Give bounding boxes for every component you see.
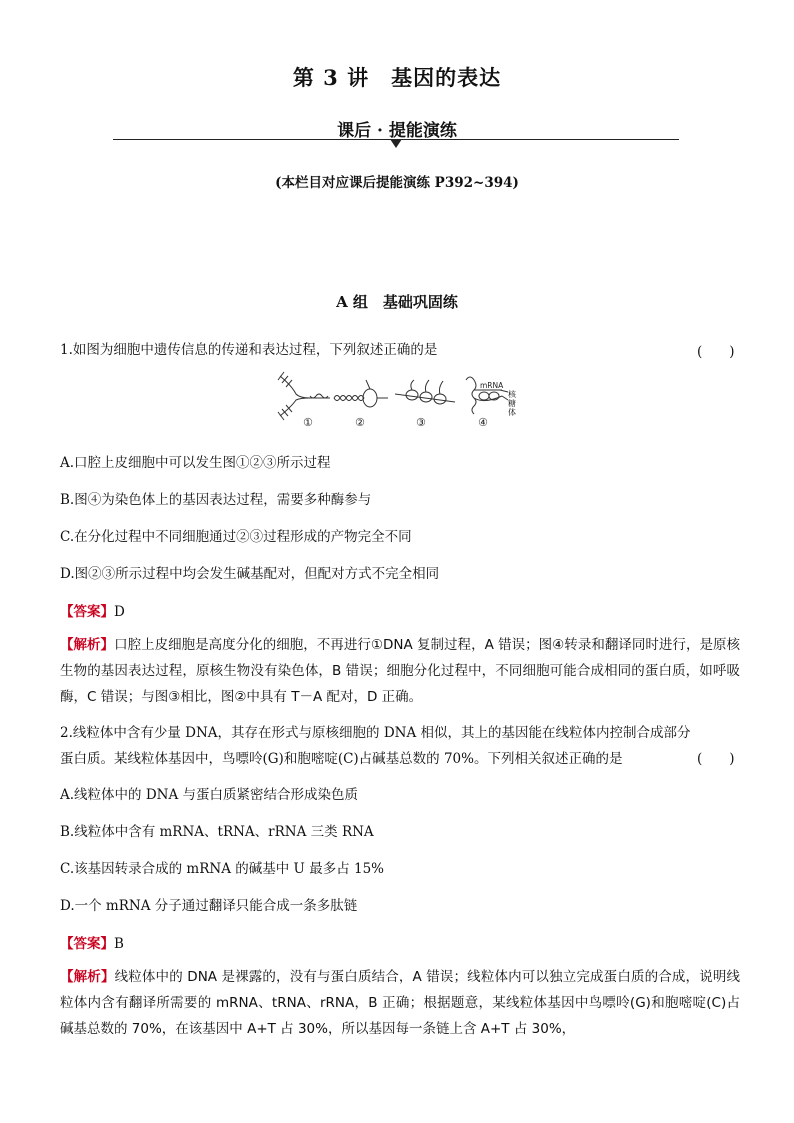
q1-option-c: C.在分化过程中不同细胞通过②③过程形成的产物完全不同	[60, 529, 412, 545]
analysis-text: 线粒体中的 DNA 是裸露的，没有与蛋白质结合，A 错误；线粒体内可以独立完成蛋白质的合成，说明线粒体内含有翻译所需要的 mRNA、tRNA、rRNA，B 正确；根据题意，某线粒体基因中鸟嘌呤(G)和胞嘧啶(C)占碱基总数的 70%，在该基因中 A+T 占 30%，所以基因每一条链上含 A+T 占 30%，	[60, 969, 741, 1037]
answer-tag: 【答案】	[60, 604, 114, 620]
q2-option-d: D.一个 mRNA 分子通过翻译只能合成一条多肽链	[60, 898, 358, 914]
q2-option-c: C.该基因转录合成的 mRNA 的碱基中 U 最多占 15%	[60, 861, 385, 877]
figure-label-2: ②	[355, 416, 365, 429]
q2-stem-line2: 蛋白质。某线粒体基因中，鸟嘌呤(G)和胞嘧啶(C)占碱基总数的 70%。下列相关叙述正确的是	[60, 751, 623, 767]
q1-answer	[60, 600, 125, 620]
q2-answer	[60, 932, 124, 952]
analysis-text: 口腔上皮细胞是高度分化的细胞，不再进行①DNA 复制过程，A 错误；图④转录和翻译同时进行，是原核生物的基因表达过程，原核生物没有染色体，B 错误；细胞分化过程中，不同细胞可能合成相同的蛋白质，如呼吸酶，C 错误；与图③相比，图②中具有 T－A 配对，D 正确。	[60, 637, 740, 705]
figure-label-1: ①	[303, 416, 313, 429]
gene-expression-diagram	[270, 368, 530, 430]
analysis-tag: 【解析】	[60, 637, 115, 653]
q2-stem-line1: 2.线粒体中含有少量 DNA，其存在形式与原核细胞的 DNA 相似，其上的基因能在线粒体内控制合成部分	[60, 725, 691, 741]
q2-option-a: A.线粒体中的 DNA 与蛋白质紧密结合形成染色质	[60, 787, 359, 803]
q1-figure	[270, 368, 530, 434]
q1-answer-bracket: ( )	[697, 344, 735, 360]
q2-answer-bracket: ( )	[697, 751, 735, 767]
mrna-label: mRNA	[480, 381, 504, 390]
translation-icon	[395, 380, 455, 404]
q2-analysis	[60, 964, 740, 1042]
figure-label-3: ③	[416, 416, 426, 429]
answer-value: B	[114, 936, 124, 952]
replication-fork-icon	[278, 372, 330, 420]
ribosome-label: 核糖体	[508, 390, 516, 417]
q1-option-a: A.口腔上皮细胞中可以发生图①②③所示过程	[60, 455, 331, 471]
page-title: 第 3 讲 基因的表达	[292, 65, 502, 90]
q1-stem: 1.如图为细胞中遗传信息的传递和表达过程，下列叙述正确的是	[60, 342, 438, 358]
answer-value: D	[114, 604, 125, 620]
answer-tag: 【答案】	[60, 936, 114, 952]
page-reference-note: (本栏目对应课后提能演练 P392~394)	[275, 175, 519, 191]
group-title: A 组 基础巩固练	[336, 293, 458, 311]
analysis-tag: 【解析】	[60, 969, 115, 985]
q2-option-b: B.线粒体中含有 mRNA、tRNA、rRNA 三类 RNA	[60, 824, 374, 840]
transcription-icon	[334, 380, 388, 407]
section-subtitle: 课后 · 提能演练	[337, 121, 457, 141]
figure-label-4: ④	[478, 416, 488, 429]
q1-analysis	[60, 632, 740, 710]
q1-option-d: D.图②③所示过程中均会发生碱基配对，但配对方式不完全相同	[60, 566, 440, 582]
q1-option-b: B.图④为染色体上的基因表达过程，需要多种酶参与	[60, 492, 372, 508]
triangle-marker-icon	[390, 139, 402, 148]
